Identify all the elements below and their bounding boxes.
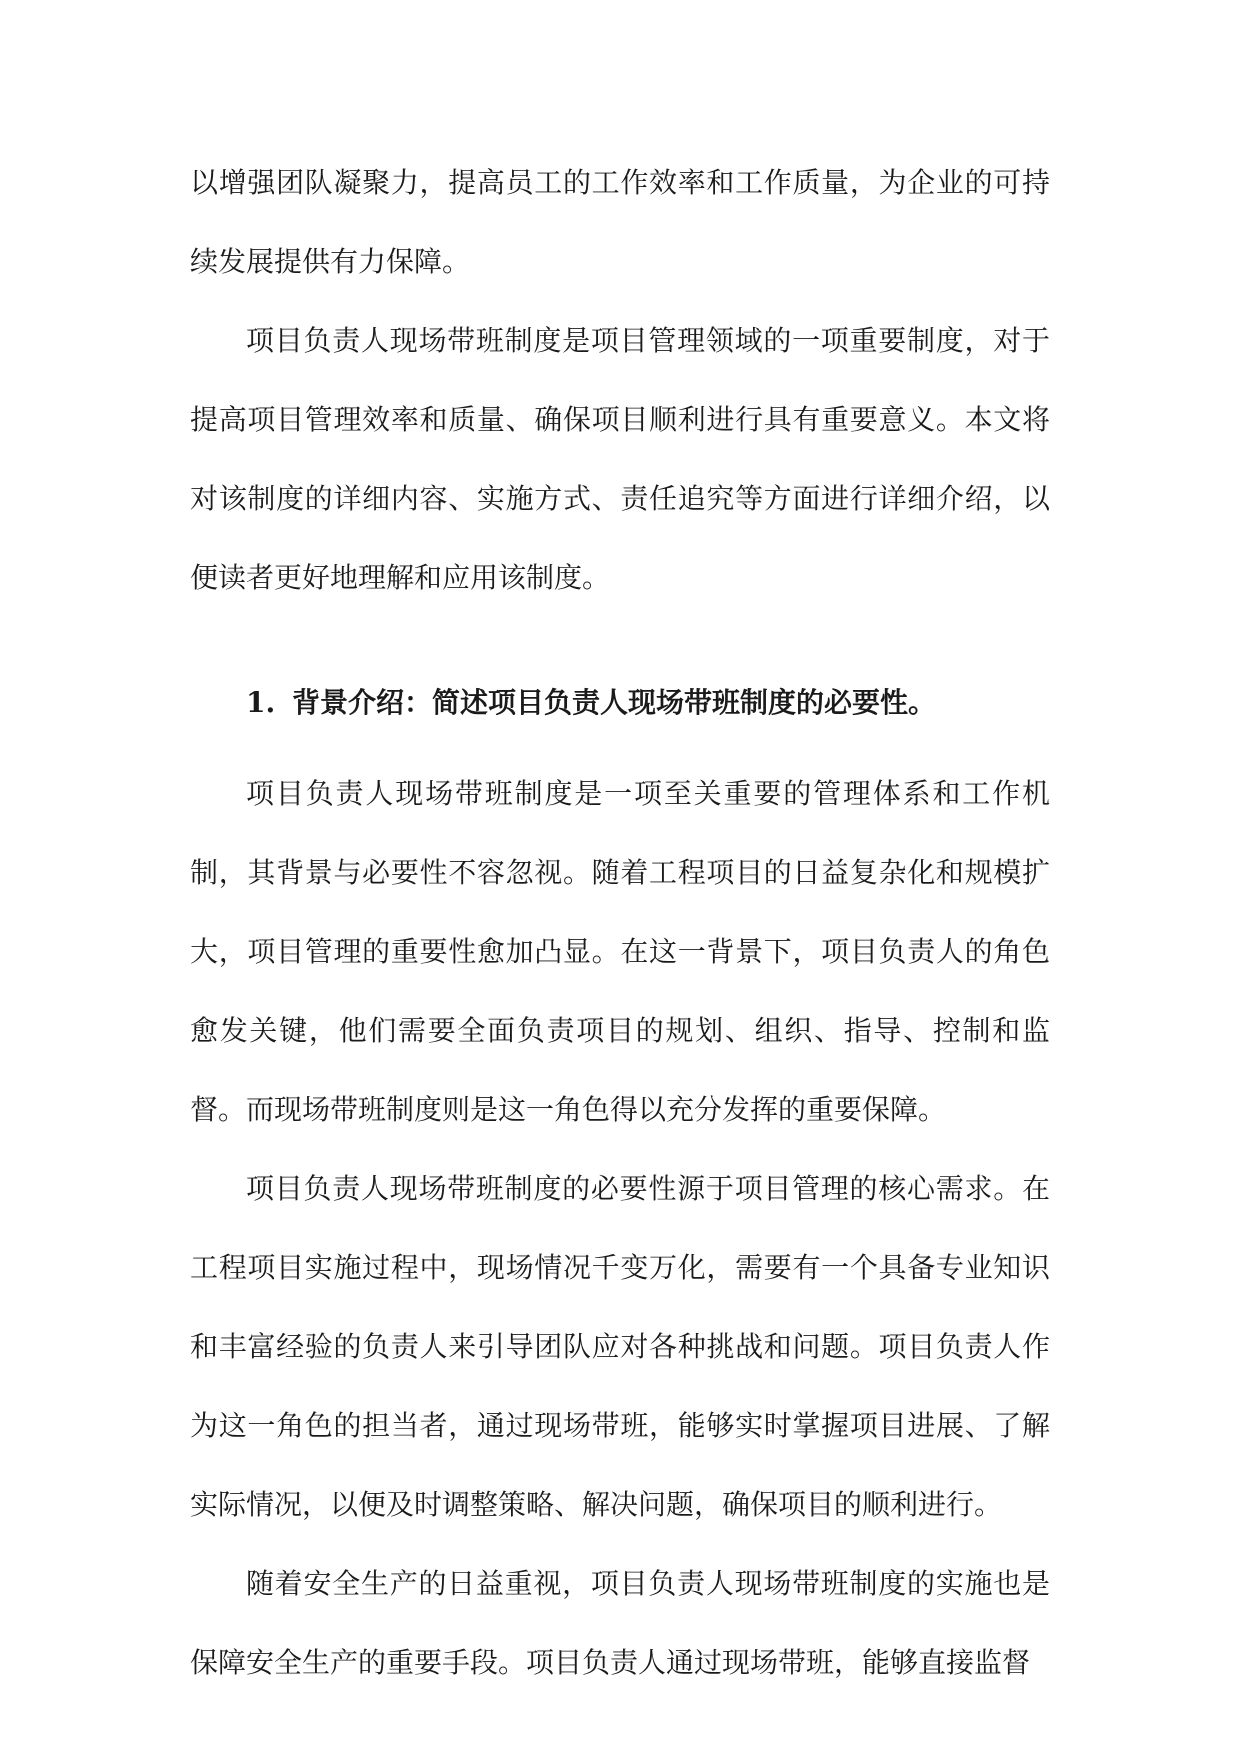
- section-number: 1.: [246, 686, 276, 719]
- paragraph: 项目负责人现场带班制度的必要性源于项目管理的核心需求。在工程项目实施过程中，现场情况千变万化，需要有一个具备专业知识和丰富经验的负责人来引导团队应对各种挑战和问题。项目负责人作为这一角色的担当者，通过现场带班，能够实时掌握项目进展、了解实际情况，以便及时调整策略、解决问题，确保项目的顺利进行。: [190, 1172, 1050, 1521]
- section-heading: [190, 663, 1050, 742]
- paragraph: 项目负责人现场带班制度是项目管理领域的一项重要制度，对于提高项目管理效率和质量、确保项目顺利进行具有重要意义。本文将对该制度的详细内容、实施方式、责任追究等方面进行详细介绍，以便读者更好地理解和应用该制度。: [190, 324, 1050, 594]
- document-body: [190, 143, 1050, 1702]
- paragraph: 随着安全生产的日益重视，项目负责人现场带班制度的实施也是保障安全生产的重要手段。项目负责人通过现场带班，能够直接监督: [190, 1567, 1050, 1679]
- section-heading-text: 背景介绍：简述项目负责人现场带班制度的必要性。: [292, 686, 937, 719]
- paragraph: 项目负责人现场带班制度是一项至关重要的管理体系和工作机制，其背景与必要性不容忽视。随着工程项目的日益复杂化和规模扩大，项目管理的重要性愈加凸显。在这一背景下，项目负责人的角色愈发关键，他们需要全面负责项目的规划、组织、指导、控制和监督。而现场带班制度则是这一角色得以充分发挥的重要保障。: [190, 777, 1050, 1126]
- paragraph: 以增强团队凝聚力，提高员工的工作效率和工作质量，为企业的可持续发展提供有力保障。: [190, 166, 1050, 278]
